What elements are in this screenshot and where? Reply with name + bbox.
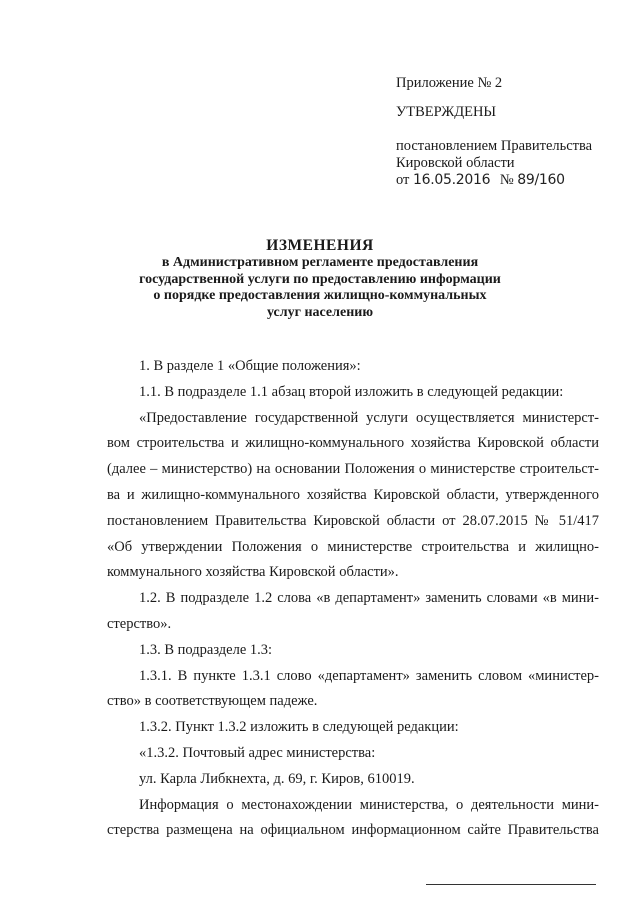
body-line: «1.3.2. Почтовый адрес министерства: <box>139 744 376 761</box>
resolution-line-1: постановлением Правительства <box>396 138 593 154</box>
handwritten-number: 89/160 <box>517 172 565 188</box>
body-line: ва и жилищно-коммунального хозяйства Кировской области, утвержденного <box>107 486 599 503</box>
body-line: стерство». <box>107 615 172 632</box>
body-line: постановлением Правительства Кировской области от 28.07.2015 № 51/417 <box>107 512 599 529</box>
title-sub-line: о порядке предоставления жилищно-коммунальных <box>153 288 487 303</box>
title-main: ИЗМЕНЕНИЯ <box>266 237 374 254</box>
title-sub-line: в Административном регламенте предоставления <box>161 255 479 270</box>
body-line: ул. Карла Либкнехта, д. 69, г. Киров, 610019. <box>139 770 415 787</box>
approval-block <box>396 75 626 189</box>
resolution-line-2: Кировской области <box>396 155 515 171</box>
body-line: ство» в соответствующем падеже. <box>107 693 318 710</box>
body-line: 1.3.1. В пункте 1.3.1 слово «департамент» заменить словом «министер- <box>139 667 599 684</box>
body-line: 1.1. В подразделе 1.1 абзац второй изложить в следующей редакции: <box>139 383 564 400</box>
handwritten-date: 16.05.2016 <box>413 172 491 188</box>
body-line: вом строительства и жилищно-коммунального хозяйства Кировской области <box>107 435 599 452</box>
date-prefix: от <box>396 172 410 188</box>
title-sub-line: услуг населению <box>266 304 374 320</box>
document-title <box>120 236 520 321</box>
body-line: (далее – министерство) на основании Положения о министерстве строительст- <box>107 461 599 478</box>
body-line: стерства размещена на официальном информационном сайте Правительства <box>107 822 599 839</box>
number-prefix: № <box>499 172 514 188</box>
document-body <box>107 354 599 844</box>
title-sub-line: государственной услуги по предоставлению информации <box>139 271 501 287</box>
body-line: 1.3.2. Пункт 1.3.2 изложить в следующей редакции: <box>139 719 459 736</box>
body-line: коммунального хозяйства Кировской области». <box>107 564 399 581</box>
body-line: 1.3. В подразделе 1.3: <box>139 641 273 658</box>
body-line: 1.2. В подразделе 1.2 слова «в департамент» заменить словами «в мини- <box>139 590 599 607</box>
approved-label: УТВЕРЖДЕНЫ <box>396 104 497 120</box>
body-line: «Об утверждении Положения о министерстве строительства и жилищно- <box>107 538 599 555</box>
appendix-label: Приложение № 2 <box>396 75 503 91</box>
body-line: «Предоставление государственной услуги осуществляется министерст- <box>139 409 599 426</box>
resolution-date-line <box>396 172 626 189</box>
footer-rule <box>426 884 596 885</box>
body-line: Информация о местонахождении министерства, о деятельности мини- <box>139 796 599 813</box>
body-line: 1. В разделе 1 «Общие положения»: <box>139 358 361 374</box>
